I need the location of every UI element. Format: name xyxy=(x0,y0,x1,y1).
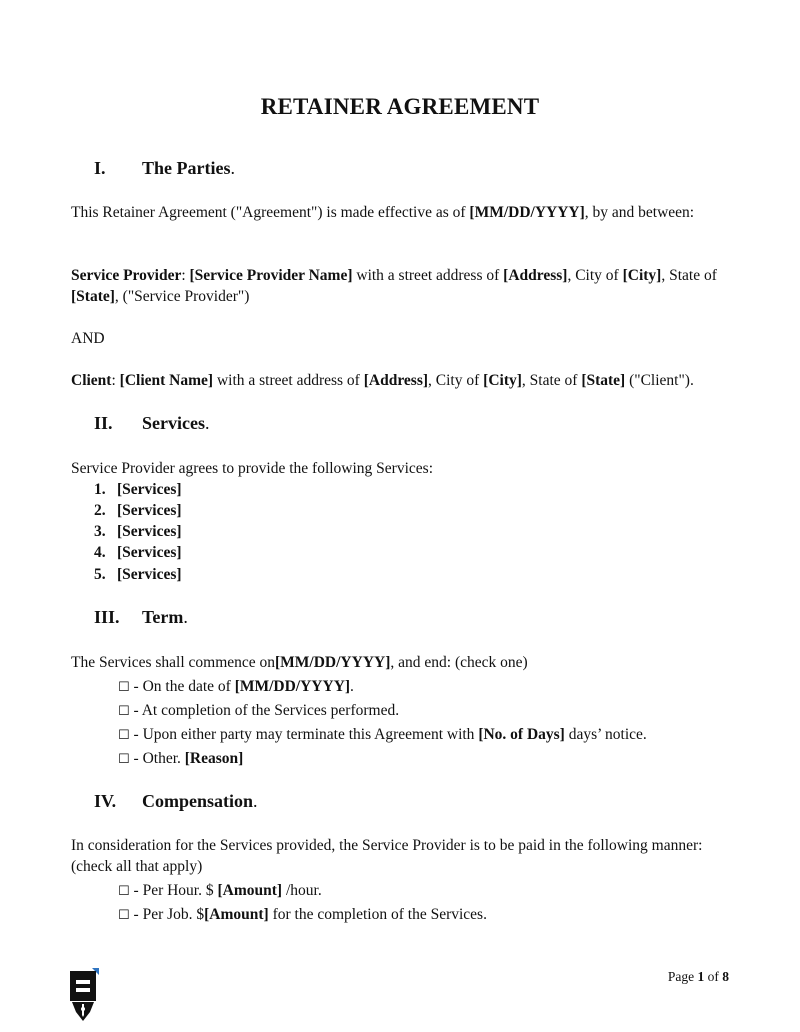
text: . xyxy=(350,678,354,695)
services-placeholder: [Services] xyxy=(117,502,182,519)
days-placeholder: [No. of Days] xyxy=(478,726,565,743)
checkbox-icon[interactable]: ☐ xyxy=(118,680,130,695)
section-title: The Parties xyxy=(142,158,231,178)
pen-nib-logo-icon xyxy=(69,968,101,1022)
text: ("Client"). xyxy=(625,372,694,389)
text: - Per Hour. $ xyxy=(129,882,218,899)
services-placeholder: [Services] xyxy=(117,566,182,583)
client-name-placeholder: [Client Name] xyxy=(119,372,214,389)
services-placeholder: [Services] xyxy=(117,481,182,498)
text: with a street address of xyxy=(213,372,364,389)
parties-intro-paragraph xyxy=(71,202,736,223)
page-label: Page xyxy=(667,969,698,984)
text: - Per Job. $ xyxy=(129,906,205,923)
colon: : xyxy=(181,267,190,284)
list-item xyxy=(94,500,182,521)
page-of: of xyxy=(704,969,723,984)
term-option-date xyxy=(118,676,354,698)
text: - At completion of the Services performed. xyxy=(129,702,400,719)
state-placeholder: [State] xyxy=(71,288,115,305)
term-intro xyxy=(71,652,736,673)
section-heading-services xyxy=(94,413,209,434)
text: , State of xyxy=(521,372,582,389)
checkbox-icon[interactable]: ☐ xyxy=(118,728,130,743)
list-number: 3. xyxy=(94,523,106,540)
section-title-period: . xyxy=(204,413,210,433)
text: , City of xyxy=(567,267,623,284)
list-item xyxy=(94,521,182,542)
section-number: IV. xyxy=(94,791,117,811)
start-date-placeholder: [MM/DD/YYYY] xyxy=(275,654,391,671)
amount-placeholder: [Amount] xyxy=(204,906,269,923)
current-page: 1 xyxy=(697,969,705,984)
term-option-notice xyxy=(118,724,647,746)
section-title-period: . xyxy=(230,158,235,178)
effective-date-placeholder: [MM/DD/YYYY] xyxy=(469,204,585,221)
text: for the completion of the Services. xyxy=(268,906,487,923)
text: with a street address of xyxy=(352,267,504,284)
text: , and end: (check one) xyxy=(390,654,528,671)
end-date-placeholder: [MM/DD/YYYY] xyxy=(234,678,351,695)
services-placeholder: [Services] xyxy=(117,544,182,561)
section-title: Compensation xyxy=(142,791,254,811)
service-provider-name-placeholder: [Service Provider Name] xyxy=(189,267,353,284)
text: - On the date of xyxy=(129,678,235,695)
checkbox-icon[interactable]: ☐ xyxy=(118,908,130,923)
total-pages: 8 xyxy=(722,969,729,984)
list-item xyxy=(94,564,182,585)
intro-text-end: , by and between: xyxy=(584,204,695,221)
list-item xyxy=(94,479,182,500)
city-placeholder: [City] xyxy=(483,372,522,389)
text: , City of xyxy=(428,372,484,389)
text: - Upon either party may terminate this Agreement with xyxy=(129,726,479,743)
term-option-completion xyxy=(118,700,399,722)
checkbox-icon[interactable]: ☐ xyxy=(118,704,130,719)
services-intro: Service Provider agrees to provide the following Services: xyxy=(71,460,433,477)
checkbox-icon[interactable]: ☐ xyxy=(118,752,130,767)
address-placeholder: [Address] xyxy=(503,267,568,284)
text: - Other. xyxy=(129,750,185,767)
term-option-other xyxy=(118,748,243,770)
and-separator: AND xyxy=(71,330,105,347)
address-placeholder: [Address] xyxy=(363,372,429,389)
colon: : xyxy=(111,372,120,389)
page-number xyxy=(668,969,729,985)
client-label: Client xyxy=(71,372,112,389)
section-heading-compensation xyxy=(94,791,258,812)
compensation-option-per-job xyxy=(118,904,487,926)
service-provider-label: Service Provider xyxy=(71,267,182,284)
section-heading-term xyxy=(94,607,188,628)
text: The Services shall commence on xyxy=(71,654,276,671)
section-heading-parties xyxy=(94,158,235,179)
reason-placeholder: [Reason] xyxy=(184,750,244,767)
section-number: II. xyxy=(94,413,113,433)
checkbox-icon[interactable]: ☐ xyxy=(118,884,130,899)
section-number: III. xyxy=(94,607,120,627)
section-title-period: . xyxy=(183,607,188,627)
intro-text: This Retainer Agreement ("Agreement") is made effective as of xyxy=(71,204,470,221)
services-placeholder: [Services] xyxy=(117,523,182,540)
list-item xyxy=(94,542,182,563)
city-placeholder: [City] xyxy=(622,267,662,284)
list-number: 2. xyxy=(94,502,106,519)
list-number: 1. xyxy=(94,481,106,498)
section-title-period: . xyxy=(253,791,258,811)
list-number: 5. xyxy=(94,566,106,583)
section-title: Services xyxy=(142,413,205,433)
section-number: I. xyxy=(94,158,106,178)
compensation-option-hourly xyxy=(118,880,322,902)
amount-placeholder: [Amount] xyxy=(217,882,283,899)
service-provider-paragraph xyxy=(71,265,736,307)
list-number: 4. xyxy=(94,544,106,561)
state-placeholder: [State] xyxy=(581,372,626,389)
section-title: Term xyxy=(142,607,184,627)
client-paragraph xyxy=(71,370,736,391)
compensation-intro: In consideration for the Services provided, the Service Provider is to be paid in the following manner: (check all that apply) xyxy=(71,837,703,875)
text: /hour. xyxy=(282,882,322,899)
document-title: RETAINER AGREEMENT xyxy=(260,94,540,119)
text: , ("Service Provider") xyxy=(114,288,250,305)
text: , State of xyxy=(661,267,717,284)
text: days’ notice. xyxy=(564,726,647,743)
